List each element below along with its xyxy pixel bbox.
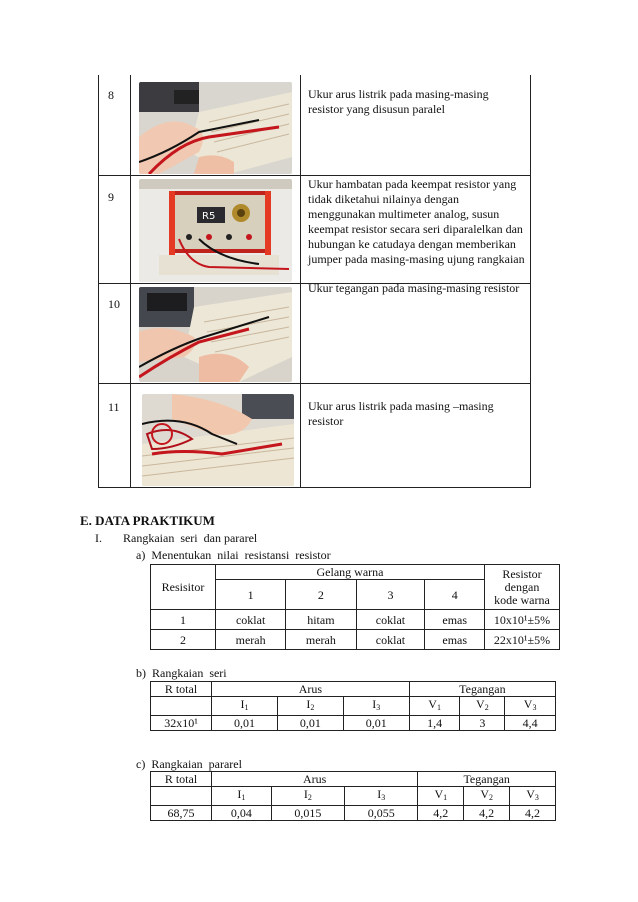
step-number: 10: [108, 297, 120, 311]
photo-breadboard-voltage: [139, 287, 292, 382]
table-row: 2 merah merah coklat emas 22x10¹±5%: [151, 630, 560, 650]
band-number: 2: [286, 580, 356, 610]
table-row: 1 coklat hitam coklat emas 10x10¹±5%: [151, 610, 560, 630]
step-description: Ukur arus listrik pada masing-masing resistor yang disusun paralel: [308, 87, 489, 116]
header-arus: Arus: [212, 682, 410, 697]
sub-heading: I. Rangkaian seri dan pararel: [95, 531, 258, 545]
header-rtotal: R total: [151, 772, 212, 787]
section-heading: E. DATA PRAKTIKUM: [80, 513, 215, 528]
table-row: 68,75 0,04 0,015 0,055 4,2 4,2 4,2: [151, 806, 556, 821]
step-description: Ukur arus listrik pada masing –masing resistor: [308, 399, 494, 428]
header-gelang: Gelang warna: [216, 565, 485, 580]
table-a-caption: a) Menentukan nilai resistansi resistor: [136, 548, 331, 562]
resistor-color-table: [150, 564, 560, 650]
step-number: 11: [108, 400, 120, 414]
header-tegangan: Tegangan: [409, 682, 555, 697]
step-number: 8: [108, 88, 114, 102]
table-row: 32x10¹ 0,01 0,01 0,01 1,4 3 4,4: [151, 716, 556, 731]
header-arus: Arus: [212, 772, 418, 787]
band-number: 3: [356, 580, 425, 610]
svg-text:R5: R5: [202, 211, 216, 222]
series-circuit-table: R total Arus Tegangan $I_1$ $I_2$ $I_3$ $V_1$ $V_2$ $V_3$ 32x10¹ 0,01 0,01 0,01 1,4 3 4,4: [150, 681, 556, 731]
table-b-caption: b) Rangkaian seri: [136, 666, 227, 680]
header-tegangan: Tegangan: [418, 772, 556, 787]
step-description: Ukur hambatan pada keempat resistor yang tidak diketahui nilainya dengan menggunakan multimeter analog, susun keempat resistor secara seri diparalelkan dan hubungan ke catudaya dengan memberikan jumper pada masing-masing ujung rangkaian: [308, 177, 525, 266]
header-code: Resistor dengan kode warna: [485, 565, 560, 610]
band-number: 4: [425, 580, 485, 610]
photo-breadboard-current: [142, 394, 294, 486]
step-number: 9: [108, 190, 114, 204]
header-rtotal: R total: [151, 682, 212, 697]
step-description: Ukur tegangan pada masing-masing resistor: [308, 281, 520, 295]
photo-analog-multimeter: [139, 179, 292, 282]
header-resistor: Resisitor: [151, 565, 216, 610]
band-number: 1: [216, 580, 286, 610]
photo-breadboard-probes: [139, 82, 292, 174]
table-c-caption: c) Rangkaian pararel: [136, 757, 242, 771]
parallel-circuit-table: R total Arus Tegangan $I_1$ $I_2$ $I_3$ $V_1$ $V_2$ $V_3$ 68,75 0,04 0,015 0,055 4,2 4,2 4,2: [150, 771, 556, 821]
